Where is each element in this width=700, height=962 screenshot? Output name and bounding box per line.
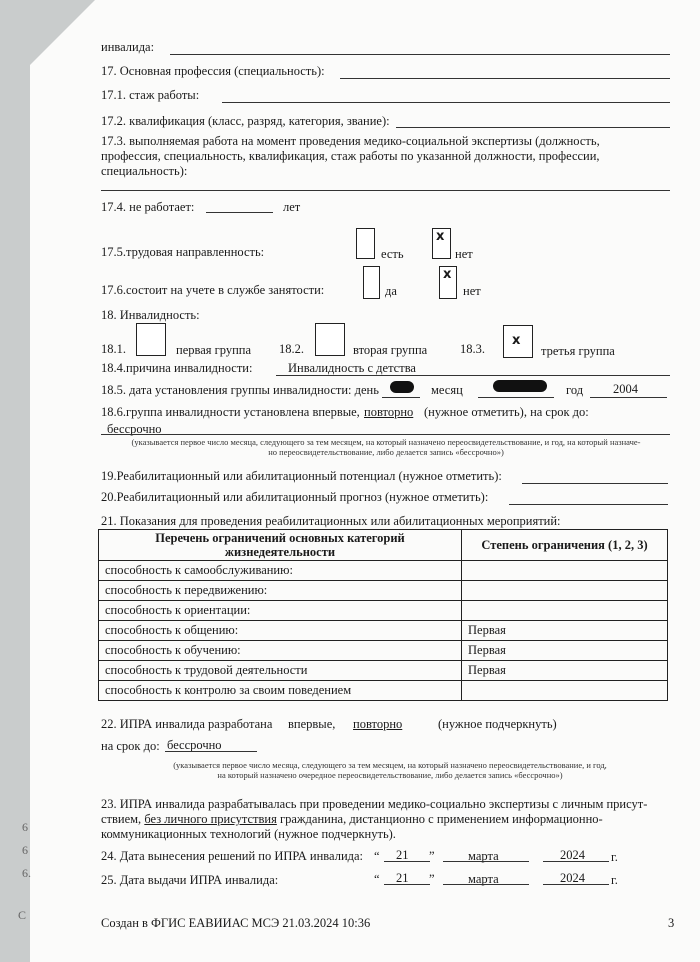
category-cell: способность к самообслуживанию: — [99, 561, 462, 581]
ipra-underline-hint: (нужное подчеркнуть) — [438, 717, 557, 731]
employment-registered-yes-label: да — [385, 284, 397, 298]
issue-day-line — [384, 884, 430, 885]
term-value: бессрочно — [107, 422, 162, 436]
format-in-person: ствием, — [101, 812, 142, 826]
employment-registered-yes-checkbox[interactable] — [363, 266, 380, 299]
decision-year: 2024 — [560, 848, 585, 862]
category-cell: способность к контролю за своим поведением — [99, 681, 462, 701]
margin-mark: 6 — [22, 820, 28, 834]
issue-month-line — [443, 884, 529, 885]
category-cell: способность к обучению: — [99, 641, 462, 661]
rehab-prognosis-label: 20.Реабилитационный или абилитационный прогноз (нужное отметить): — [101, 490, 489, 504]
day-line — [382, 397, 420, 398]
category-cell: способность к трудовой деятельности — [99, 661, 462, 681]
page-number: 3 — [668, 916, 675, 930]
group-established-label-a: 18.6.группа инвалидности установлена впервые, — [101, 405, 360, 419]
year-suffix: г. — [611, 873, 618, 887]
issue-date-label: 25. Дата выдачи ИПРА инвалида: — [101, 873, 279, 887]
group-established-repeat: повторно — [364, 405, 414, 419]
group1-number: 18.1. — [101, 342, 126, 356]
ipra-term-line — [165, 751, 257, 752]
decision-day-line — [384, 861, 430, 862]
redaction — [390, 381, 414, 393]
note-line: (указывается первое число месяца, следующего за тем месяцем, на который назначено переосвидетельствование, и год, на который назначе- — [131, 437, 641, 447]
year-value: 2004 — [613, 382, 638, 396]
quote-open: “ — [374, 872, 380, 886]
labor-orientation-yes-checkbox[interactable] — [356, 228, 375, 259]
work-label-line1: 17.3. выполняемая работа на момент проведения медико-социальной экспертизы (должность, — [101, 134, 600, 148]
table-header-row — [99, 530, 668, 561]
table-row — [99, 641, 668, 661]
ipra-format-line1: 23. ИПРА инвалида разрабатывалась при проведении медико-социально экспертизы с личным присут- — [101, 797, 648, 811]
quote-close: ” — [429, 872, 435, 886]
group-established-label-c: (нужное отметить), на срок до: — [424, 405, 589, 419]
group2-number: 18.2. — [279, 342, 304, 356]
ipra-format-line3: коммуникационных технологий (нужное подчеркнуть). — [101, 827, 396, 841]
folded-corner — [0, 0, 95, 95]
format-remote: гражданина, дистанционно с применением информационно- — [279, 812, 603, 826]
not-working-line[interactable] — [206, 212, 273, 213]
profession-label: 17. Основная профессия (специальность): — [101, 64, 325, 78]
date-established-label: 18.5. дата установления группы инвалидности: день — [101, 383, 379, 397]
margin-mark: 6. — [22, 866, 31, 880]
degree-cell[interactable]: Первая — [462, 621, 668, 641]
labor-orientation-yes-label: есть — [381, 247, 404, 261]
note-reexamination — [106, 437, 666, 457]
rehab-potential-line[interactable] — [522, 483, 668, 484]
issue-month: марта — [468, 872, 499, 886]
employment-registered-label: 17.6.состоит на учете в службе занятости: — [101, 283, 325, 297]
ipra-first-time: впервые, — [288, 717, 336, 731]
note-line: но переосвидетельствование, либо делается запись «бессрочно») — [268, 447, 504, 457]
ipra-repeat: повторно — [353, 717, 403, 731]
ipra-term-label: на срок до: — [101, 739, 160, 753]
table-row — [99, 581, 668, 601]
decision-day: 21 — [396, 848, 409, 862]
degree-cell[interactable] — [462, 581, 668, 601]
table-row — [99, 661, 668, 681]
indications-label: 21. Показания для проведения реабилитационных или абилитационных мероприятий: — [101, 514, 561, 528]
profession-line[interactable] — [340, 78, 670, 79]
disability-heading: 18. Инвалидность: — [101, 308, 200, 322]
note-line: на который назначено очередное переосвидетельствование, либо делается запись «бессрочно») — [217, 770, 563, 780]
margin-mark: С — [18, 908, 27, 922]
group2-checkbox[interactable] — [315, 323, 345, 356]
issue-day: 21 — [396, 871, 409, 885]
group1-label: первая группа — [176, 343, 252, 357]
years-unit: лет — [283, 200, 301, 214]
employment-registered-no-label: нет — [463, 284, 481, 298]
rehab-potential-label: 19.Реабилитационный или абилитационный потенциал (нужное отметить): — [101, 469, 502, 483]
redaction — [493, 380, 547, 392]
issue-year-line — [543, 884, 609, 885]
group3-number: 18.3. — [460, 342, 485, 356]
month-label: месяц — [431, 383, 463, 397]
degree-cell[interactable] — [462, 561, 668, 581]
table-header-degree: Степень ограничения (1, 2, 3) — [462, 530, 668, 561]
note-line: (указывается первое число месяца, следующего за тем месяцем, на который назначено переосвидетельствование, и год, — [173, 760, 607, 770]
year-line — [590, 397, 667, 398]
header-text: жизнедеятельности — [224, 545, 336, 559]
labor-orientation-no-label: нет — [455, 247, 473, 261]
quote-open: “ — [374, 849, 380, 863]
decision-month: марта — [468, 849, 499, 863]
disability-cause-line — [276, 375, 670, 376]
disability-cause-value: Инвалидность с детства — [288, 361, 416, 375]
experience-label: 17.1. стаж работы: — [101, 88, 200, 102]
work-label-line3: специальность): — [101, 164, 188, 178]
invalid-label: инвалида: — [101, 40, 155, 54]
degree-cell[interactable]: Первая — [462, 641, 668, 661]
qualification-label: 17.2. квалификация (класс, разряд, категория, звание): — [101, 114, 390, 128]
labor-orientation-label: 17.5.трудовая направленность: — [101, 245, 265, 259]
rehab-prognosis-line[interactable] — [509, 504, 668, 505]
degree-cell[interactable]: Первая — [462, 661, 668, 681]
degree-cell[interactable] — [462, 601, 668, 621]
category-cell: способность к передвижению: — [99, 581, 462, 601]
month-line — [478, 397, 554, 398]
check-mark-icon: x — [512, 333, 521, 348]
not-working-label: 17.4. не работает: — [101, 200, 195, 214]
work-label-line2: профессия, специальность, квалификация, стаж работы по указанной должности, профессии, — [101, 149, 600, 163]
margin-mark: 6 — [22, 843, 28, 857]
table-row — [99, 681, 668, 701]
table-row — [99, 601, 668, 621]
quote-close: ” — [429, 849, 435, 863]
category-cell: способность к общению: — [99, 621, 462, 641]
qualification-line[interactable] — [396, 127, 670, 128]
ipra-developed-label: 22. ИПРА инвалида разработана — [101, 717, 273, 731]
limitations-table — [98, 529, 668, 701]
experience-line[interactable] — [222, 102, 670, 103]
table-header-category — [99, 530, 462, 561]
group2-label: вторая группа — [353, 343, 428, 357]
disability-cause-label: 18.4.причина инвалидности: — [101, 361, 253, 375]
note-reexamination-ipra — [120, 760, 660, 780]
ipra-term-value: бессрочно — [167, 738, 222, 752]
check-mark-icon: x — [443, 267, 452, 282]
decision-month-line — [443, 861, 529, 862]
group3-label: третья группа — [541, 344, 615, 358]
table-row — [99, 561, 668, 581]
work-line[interactable] — [101, 190, 670, 191]
decision-year-line — [543, 861, 609, 862]
footer-created: Создан в ФГИС ЕАВИИАС МСЭ 21.03.2024 10:36 — [101, 916, 371, 930]
decision-date-label: 24. Дата вынесения решений по ИПРА инвалида: — [101, 849, 364, 863]
format-absent: без личного присутствия — [144, 812, 277, 826]
field-line — [170, 54, 670, 55]
issue-year: 2024 — [560, 871, 585, 885]
ipra-format-line2 — [101, 812, 603, 826]
degree-cell[interactable] — [462, 681, 668, 701]
table-row — [99, 621, 668, 641]
term-line — [101, 434, 670, 435]
check-mark-icon: x — [436, 229, 445, 244]
header-text: Перечень ограничений основных категорий — [155, 531, 405, 545]
group1-checkbox[interactable] — [136, 323, 166, 356]
year-suffix: г. — [611, 850, 618, 864]
category-cell: способность к ориентации: — [99, 601, 462, 621]
year-label: год — [566, 383, 584, 397]
